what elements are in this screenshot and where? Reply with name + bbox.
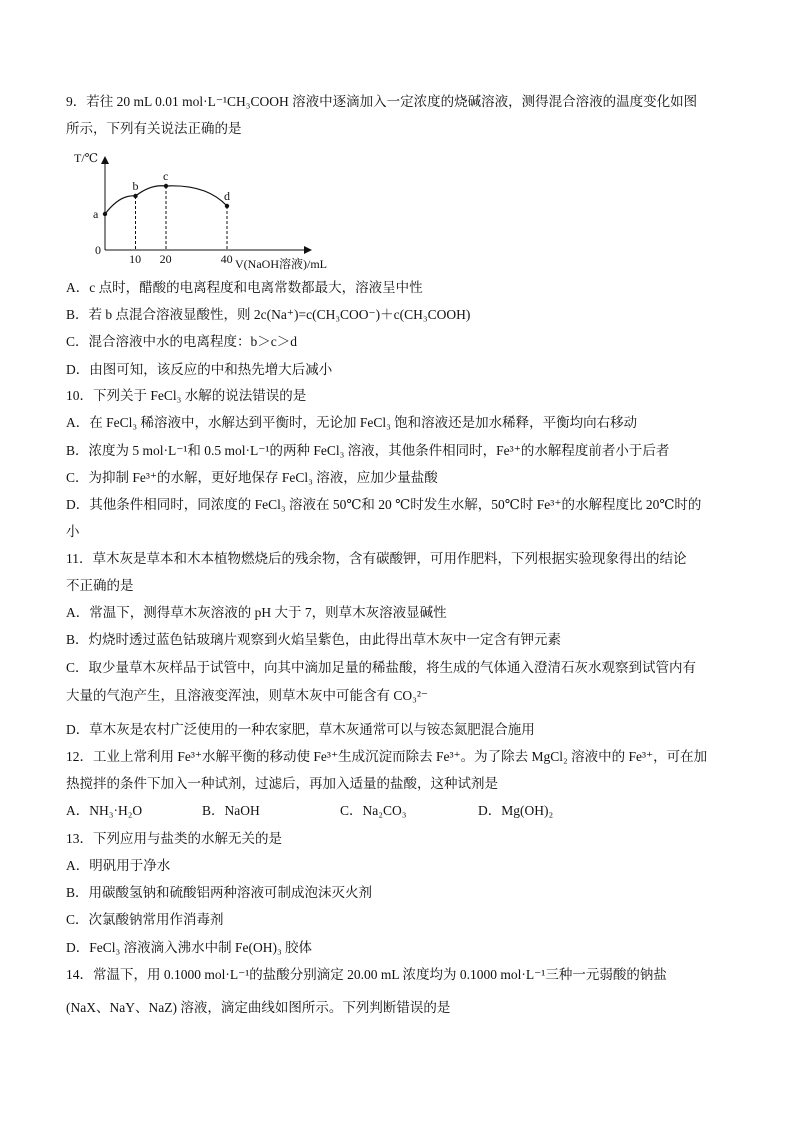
y-axis-label: T/℃ [74, 151, 99, 165]
q14-stem-line-2: (NaX、NaY、NaZ) 溶液，滴定曲线如图所示。下列判断错误的是 [66, 1000, 451, 1015]
q12-option-d: D．Mg(OH)₂ [478, 803, 554, 818]
x-axis-label: V(NaOH溶液)/mL [235, 257, 327, 271]
q13-option-a: A．明矾用于净水 [66, 858, 171, 873]
q12-options-row [66, 801, 553, 821]
q13-stem: 13．下列应用与盐类的水解无关的是 [66, 831, 282, 846]
q9-temperature-graph [70, 150, 370, 275]
x-tick-20: 20 [159, 252, 172, 266]
q9-option-c: C．混合溶液中水的电离程度：b＞c＞d [66, 334, 297, 349]
q12-option-b: B．NaOH [202, 803, 260, 818]
q10-option-a: A．在 FeCl₃ 稀溶液中，水解达到平衡时，无论加 FeCl₃ 饱和溶液还是加水稀释，平衡均向右移动 [66, 415, 638, 430]
q12-stem-line-2: 热搅拌的条件下加入一种试剂，过滤后，再加入适量的盐酸，这种试剂是 [66, 776, 498, 791]
q9-stem-line-1: 9．若往 20 mL 0.01 mol·L⁻¹CH₃COOH 溶液中逐滴加入一定浓度的烧碱溶液，测得混合溶液的温度变化如图 [66, 94, 698, 109]
q11-option-b: B．灼烧时透过蓝色钴玻璃片观察到火焰呈紫色，由此得出草木灰中一定含有钾元素 [66, 632, 562, 647]
q10-option-b: B．浓度为 5 mol·L⁻¹和 0.5 mol·L⁻¹的两种 FeCl₃ 溶液，其他条件相同时，Fe³⁺的水解程度前者小于后者 [66, 443, 670, 458]
q11-stem-line-2: 不正确的是 [66, 578, 134, 593]
q9-option-d: D．由图可知，该反应的中和热先增大后减小 [66, 362, 333, 377]
q11-stem-line-1: 11．草木灰是草本和木本植物燃烧后的残余物，含有碳酸钾，可用作肥料，下列根据实验现象得出的结论 [66, 551, 687, 566]
point-label-d: d [224, 189, 230, 203]
q11-option-a: A．常温下，测得草木灰溶液的 pH 大于 7，则草木灰溶液显碱性 [66, 605, 447, 620]
q14-stem-line-1: 14．常温下，用 0.1000 mol·L⁻¹的盐酸分别滴定 20.00 mL 浓度均为 0.1000 mol·L⁻¹三种一元弱酸的钠盐 [66, 967, 667, 982]
q12-stem-line-1: 12．工业上常利用 Fe³⁺水解平衡的移动使 Fe³⁺生成沉淀而除去 Fe³⁺。为了除去 MgCl₂ 溶液中的 Fe³⁺，可在加 [66, 749, 708, 764]
temperature-curve [105, 186, 227, 214]
q9-option-a: A．c 点时，醋酸的电离程度和电离常数都最大，溶液呈中性 [66, 280, 423, 295]
x-tick-10: 10 [129, 252, 142, 266]
q11-option-c: C．取少量草木灰样品于试管中，向其中滴加足量的稀盐酸，将生成的气体通入澄清石灰水观察到试管内有 [66, 660, 697, 675]
x-tick-40: 40 [220, 252, 233, 266]
point-a [103, 212, 107, 216]
point-b [133, 194, 137, 198]
point-label-a: a [93, 207, 99, 221]
q9-stem-line-2: 所示，下列有关说法正确的是 [66, 121, 242, 136]
q12-option-c: C．Na₂CO₃ [340, 803, 407, 818]
point-label-c: c [163, 169, 169, 183]
q10-option-d: D．其他条件相同时，同浓度的 FeCl₃ 溶液在 50℃和 20 ℃时发生水解，50℃时 Fe³⁺的水解程度比 20℃时的 [66, 497, 702, 512]
q13-option-b: B．用碳酸氢钠和硫酸铝两种溶液可制成泡沫灭火剂 [66, 885, 373, 900]
point-d [225, 204, 229, 208]
q11-option-d: D．草木灰是农村广泛使用的一种农家肥，草木灰通常可以与铵态氮肥混合施用 [66, 722, 535, 737]
q10-stem: 10．下列关于 FeCl₃ 水解的说法错误的是 [66, 388, 307, 403]
q13-option-c: C．次氯酸钠常用作消毒剂 [66, 912, 224, 927]
q12-option-a: A．NH₃·H₂O [66, 803, 143, 818]
q11-option-c-cont: 大量的气泡产生，且溶液变浑浊，则草木灰中可能含有 CO₃²⁻ [66, 688, 429, 703]
q13-option-d: D．FeCl₃ 溶液滴入沸水中制 Fe(OH)₃ 胶体 [66, 940, 313, 955]
point-label-b: b [132, 179, 139, 193]
q10-option-d-cont: 小 [66, 524, 80, 539]
origin-label: 0 [95, 243, 101, 257]
q9-option-b: B．若 b 点混合溶液显酸性，则 2c(Na⁺)=c(CH₃COO⁻)＋c(CH₃COOH) [66, 307, 471, 322]
q10-option-c: C．为抑制 Fe³⁺的水解，更好地保存 FeCl₃ 溶液，应加少量盐酸 [66, 470, 438, 485]
point-c [164, 184, 168, 188]
